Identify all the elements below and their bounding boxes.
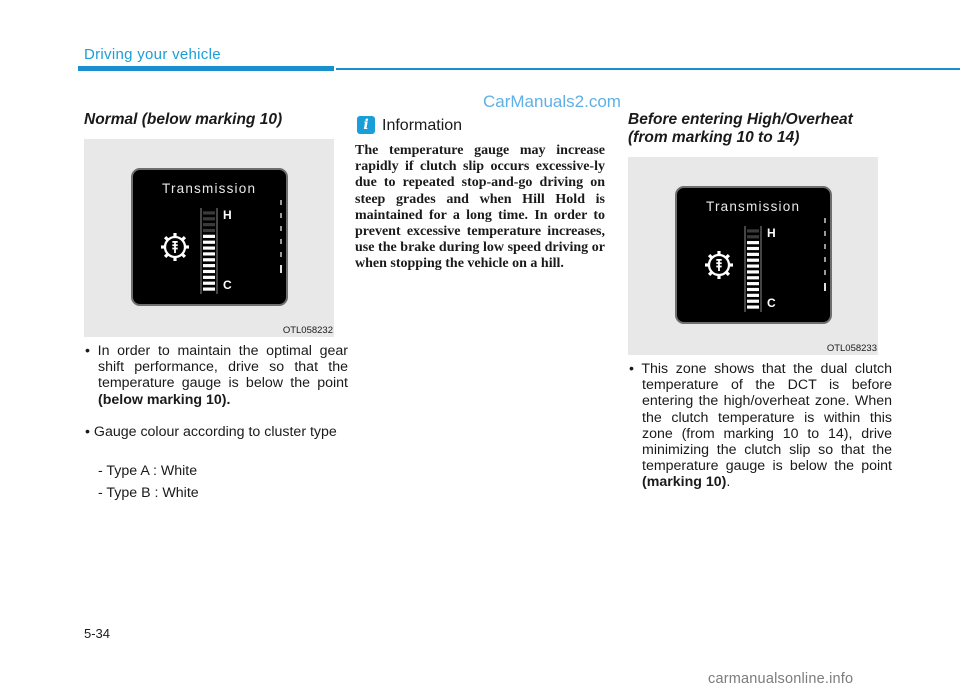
gauge-label-cold: C <box>223 278 232 292</box>
section-title-normal: Normal (below marking 10) <box>84 111 283 128</box>
watermark-bottom[interactable]: carmanualsonline.info <box>708 671 854 687</box>
temperature-gauge <box>199 208 219 296</box>
gauge-segment <box>203 270 215 273</box>
figure-gauge-before-high <box>628 157 878 355</box>
type-b-line: - Type B : White <box>98 485 199 501</box>
gauge-segment <box>203 264 215 267</box>
gauge-segment <box>203 246 215 249</box>
info-icon: i <box>357 116 375 134</box>
bullet-dual-clutch-zone <box>628 361 892 491</box>
section-title-before-high: Before entering High/Overheat (from marking 10 to 14) <box>628 111 853 146</box>
gauge-segment <box>747 282 759 285</box>
gauge-segment <box>203 252 215 255</box>
cluster-screen <box>131 168 288 306</box>
gauge-segment <box>747 288 759 291</box>
gauge-segment <box>747 276 759 279</box>
transmission-gear-icon <box>703 246 737 284</box>
gauge-segment <box>203 229 215 232</box>
temperature-gauge <box>743 226 763 314</box>
gauge-segment <box>203 282 215 285</box>
side-scale-marks <box>280 200 284 278</box>
gauge-segment <box>747 241 759 244</box>
gauge-segment <box>203 223 215 226</box>
type-a-line: - Type A : White <box>98 463 198 479</box>
transmission-gear-icon <box>159 228 193 266</box>
gauge-segment <box>747 247 759 250</box>
gauge-label-hot: H <box>767 226 776 240</box>
screen-title: Transmission <box>706 199 801 214</box>
gauge-segment <box>747 294 759 297</box>
gauge-segment <box>747 253 759 256</box>
header-rule-thin <box>336 68 960 70</box>
gauge-segment <box>747 270 759 273</box>
bullet-suffix: . <box>726 474 731 491</box>
gauge-segment <box>747 300 759 303</box>
gauge-segment <box>747 229 759 232</box>
gauge-segment <box>747 259 759 262</box>
gauge-segment <box>203 287 215 290</box>
bullet-bold-text: (below marking 10). <box>98 391 231 408</box>
gauge-segment <box>203 217 215 220</box>
watermark-top[interactable]: CarManuals2.com <box>483 92 621 111</box>
info-title: Information <box>382 117 463 134</box>
bullet-gauge-colour: • Gauge colour according to cluster type <box>85 424 337 440</box>
page-number: 5-34 <box>84 626 111 641</box>
gauge-segment <box>203 241 215 244</box>
gauge-segment <box>747 264 759 267</box>
screen-title: Transmission <box>162 181 257 196</box>
bullet-bold-text: (marking 10) <box>642 474 727 491</box>
gauge-segment <box>203 276 215 279</box>
cluster-screen <box>675 186 832 324</box>
header-rule-thick <box>78 66 334 71</box>
gauge-segment <box>203 235 215 238</box>
gauge-label-cold: C <box>767 296 776 310</box>
header-title: Driving your vehicle <box>84 46 221 63</box>
figure-gauge-normal <box>84 139 334 337</box>
bullet-text: • In order to maintain the optimal gear shift performance, drive so that the temperature gauge is below the point <box>85 343 348 392</box>
info-body: The temperature gauge may increase rapidly if clutch slip occurs excessive-ly due to repeated stop-and-go driving on steep grades and when Hill Hold is maintained for a long time. In order to prevent excessive temperature increases, use the brake during low speed driving or when stopping the vehicle on a hill. <box>355 143 605 272</box>
bullet-text: • This zone shows that the dual clutch temperature of the DCT is before entering the high/overheat zone. When the clutch temperature is within this zone (from marking 10 to 14), drive minimizing the clutch slip so that the temperature gauge is below the point <box>629 361 892 475</box>
gauge-label-hot: H <box>223 208 232 222</box>
figure-code: OTL058233 <box>826 343 877 354</box>
side-scale-marks <box>824 218 828 296</box>
gauge-segment <box>747 235 759 238</box>
gauge-segment <box>203 211 215 214</box>
figure-code: OTL058232 <box>282 325 333 336</box>
bullet-optimal-shift <box>84 343 348 408</box>
gauge-segment <box>747 305 759 308</box>
gauge-segment <box>203 258 215 261</box>
